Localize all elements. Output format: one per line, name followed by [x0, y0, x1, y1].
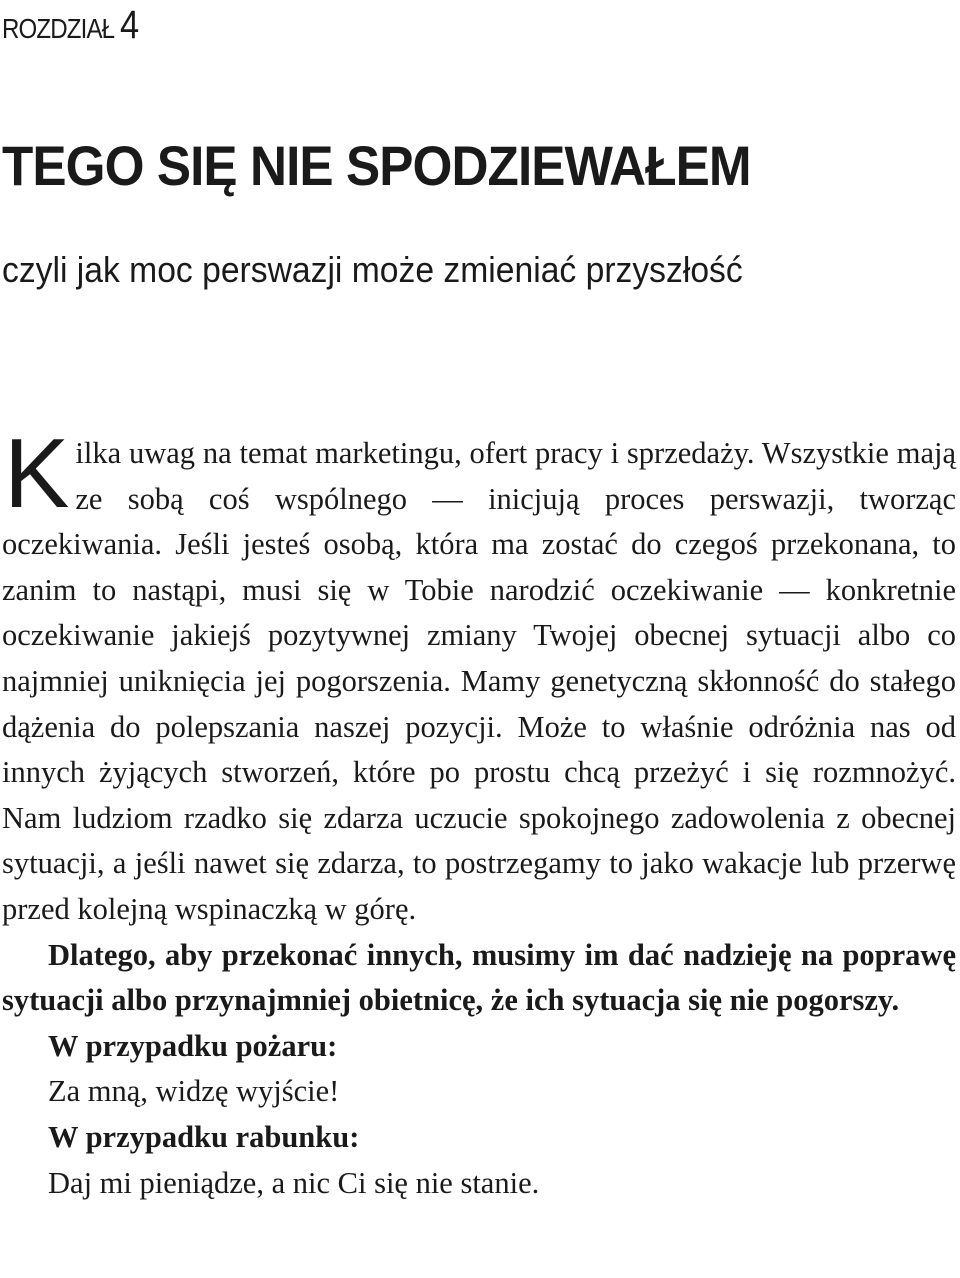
body-text — [2, 418, 956, 1206]
chapter-subtitle: czyli jak moc perswazji może zmieniać przyszłość — [2, 249, 743, 290]
example-fire-label: W przypadku pożaru: — [48, 1028, 338, 1063]
intro-paragraph-text: ilka uwag na temat marketingu, ofert pracy i sprzedaży. Wszystkie mają ze sobą coś wspólnego — inicjują proces perswazji, tworząc oczekiwania. Jeśli jesteś osobą, która ma zostać do czegoś przekonana, to zanim to nastąpi, musi się w Tobie narodzić oczekiwanie — konkretnie oczekiwanie jakiejś pozytywnej zmiany Twojej obecnej sytuacji albo co najmniej uniknięcia jej pogorszenia. Mamy genetyczną skłonność do stałego dążenia do polepszania naszej pozycji. Może to właśnie odróżnia nas od innych żyjących stworzeń, które po prostu chcą przeżyć i się rozmnożyć. Nam ludziom rzadko się zdarza uczucie spokojnego zadowolenia z obecnej sytuacji, a jeśli nawet się zdarza, to postrzegamy to jako wakacje lub przerwę przed kolejną wspinaczką w górę. — [2, 436, 956, 926]
chapter-number: 4 — [120, 3, 140, 47]
chapter-word: ROZDZIAŁ — [2, 13, 115, 44]
drop-cap: K — [4, 418, 70, 528]
intro-paragraph — [2, 418, 956, 933]
chapter-title: TEGO SIĘ NIE SPODZIEWAŁEM — [2, 134, 751, 197]
example-robbery-text: Daj mi pieniądze, a nic Ci się nie stanie. — [48, 1165, 540, 1200]
chapter-label — [2, 0, 139, 54]
example-fire-text: Za mną, widzę wyjście! — [48, 1074, 340, 1109]
emphasis-paragraph: Dlatego, aby przekonać innych, musimy im dać nadzieję na poprawę sytuacji albo przynajmniej obietnicę, że ich sytuacja się nie pogorszy. — [2, 937, 956, 1018]
example-robbery-label: W przypadku rabunku: — [48, 1119, 360, 1154]
